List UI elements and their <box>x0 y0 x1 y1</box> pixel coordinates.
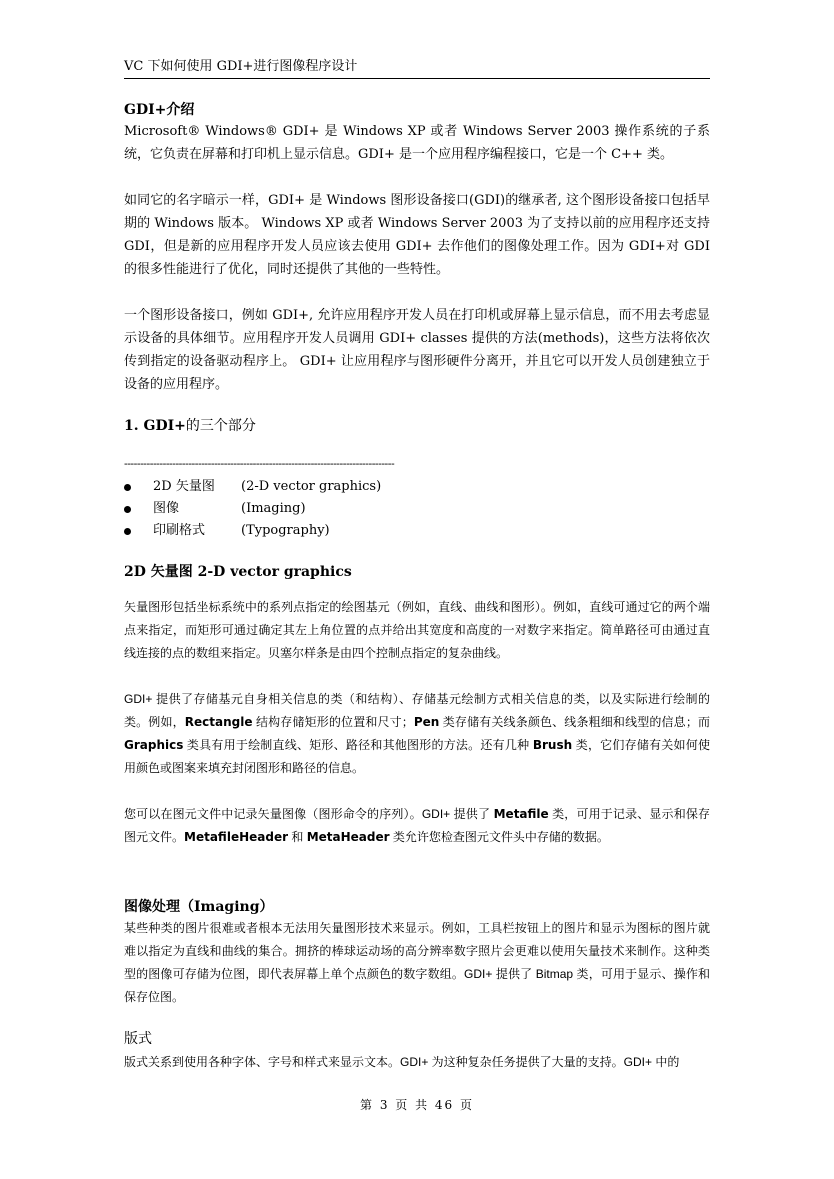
page-content <box>124 100 710 1074</box>
intro-title: GDI+介绍 <box>124 102 195 118</box>
dashed-divider: ------------------------------------------------------------------------------------ <box>124 457 395 470</box>
typography-paragraph: 版式关系到使用各种字体、字号和样式来显示文本。GDI+ 为这种复杂任务提供了大量的支持。GDI+ 中的 <box>124 1055 680 1069</box>
intro-paragraph-2: 如同它的名字暗示一样，GDI+ 是 Windows 图形设备接口(GDI)的继承者, 这个图形设备接口包括早期的 Windows 版本。 Windows XP 或者 Windows Server 2003 为了支持以前的应用程序还支持 GDI，但是新的应用程序开发人员应该去使用 GDI+ 去作他们的图像处理工作。因为 GDI+对 GDI 的很多性能进行了优化，同时还提供了其他的一些特性。 <box>124 193 710 277</box>
parts-list <box>124 476 710 542</box>
page-number: 第 3 页 共 46 页 <box>360 1098 474 1112</box>
running-header: VC 下如何使用 GDI+进行图像程序设计 <box>124 58 710 79</box>
list-item: 图像 (Imaging) <box>124 498 710 520</box>
intro-paragraph-3: 一个图形设备接口，例如 GDI+, 允许应用程序开发人员在打印机或屏幕上显示信息，而不用去考虑显示设备的具体细节。应用程序开发人员调用 GDI+ classes 提供的方法(methods)，这些方法将依次传到指定的设备驱动程序上。 GDI+ 让应用程序与图形硬件分离开，并且它可以开发人员创建独立于设备的应用程序。 <box>124 308 710 392</box>
vector-paragraph-3: 您可以在图元文件中记录矢量图像（图形命令的序列）。GDI+ 提供了 Metafile 类，可用于记录、显示和保存图元文件。MetafileHeader 和 MetaHeader 类允许您检查图元文件头中存储的数据。 <box>124 807 710 844</box>
vector-title: 2D 矢量图 2-D vector graphics <box>124 564 352 580</box>
intro-paragraph-1: Microsoft® Windows® GDI+ 是 Windows XP 或者 Windows Server 2003 操作系统的子系统，它负责在屏幕和打印机上显示信息。GDI+ 是一个应用程序编程接口，它是一个 C++ 类。 <box>124 124 710 162</box>
imaging-paragraph: 某些种类的图片很难或者根本无法用矢量图形技术来显示。例如，工具栏按钮上的图片和显示为图标的图片就难以指定为直线和曲线的集合。拥挤的棒球运动场的高分辨率数字照片会更难以使用矢量技术来制作。这种类型的图像可存储为位图，即代表屏幕上单个点颜色的数字数组。GDI+ 提供了 Bitmap 类，可用于显示、操作和保存位图。 <box>124 921 710 1004</box>
list-item: 2D 矢量图 (2-D vector graphics) <box>124 476 710 498</box>
bullet-icon <box>124 506 131 513</box>
section1-title: 1. GDI+的三个部分 <box>124 418 256 434</box>
vector-paragraph-1: 矢量图形包括坐标系统中的系列点指定的绘图基元（例如，直线、曲线和图形）。例如，直线可通过它的两个端点来指定，而矩形可通过确定其左上角位置的点并给出其宽度和高度的一对数字来指定。简单路径可由通过直线连接的点的数组来指定。贝塞尔样条是由四个控制点指定的复杂曲线。 <box>124 600 710 660</box>
typography-title: 版式 <box>124 1031 152 1047</box>
imaging-title: 图像处理（Imaging） <box>124 899 274 915</box>
vector-paragraph-2: GDI+ 提供了存储基元自身相关信息的类（和结构）、存储基元绘制方式相关信息的类，以及实际进行绘制的类。例如，Rectangle 结构存储矩形的位置和尺寸；Pen 类存储有关线条颜色、线条粗细和线型的信息；而 Graphics 类具有用于绘制直线、矩形、路径和其他图形的方法。还有几种 Brush 类，它们存储有关如何使用颜色或图案来填充封闭图形和路径的信息。 <box>124 692 710 775</box>
bullet-icon <box>124 528 131 535</box>
list-item: 印刷格式 (Typography) <box>124 520 710 542</box>
bullet-icon <box>124 484 131 491</box>
